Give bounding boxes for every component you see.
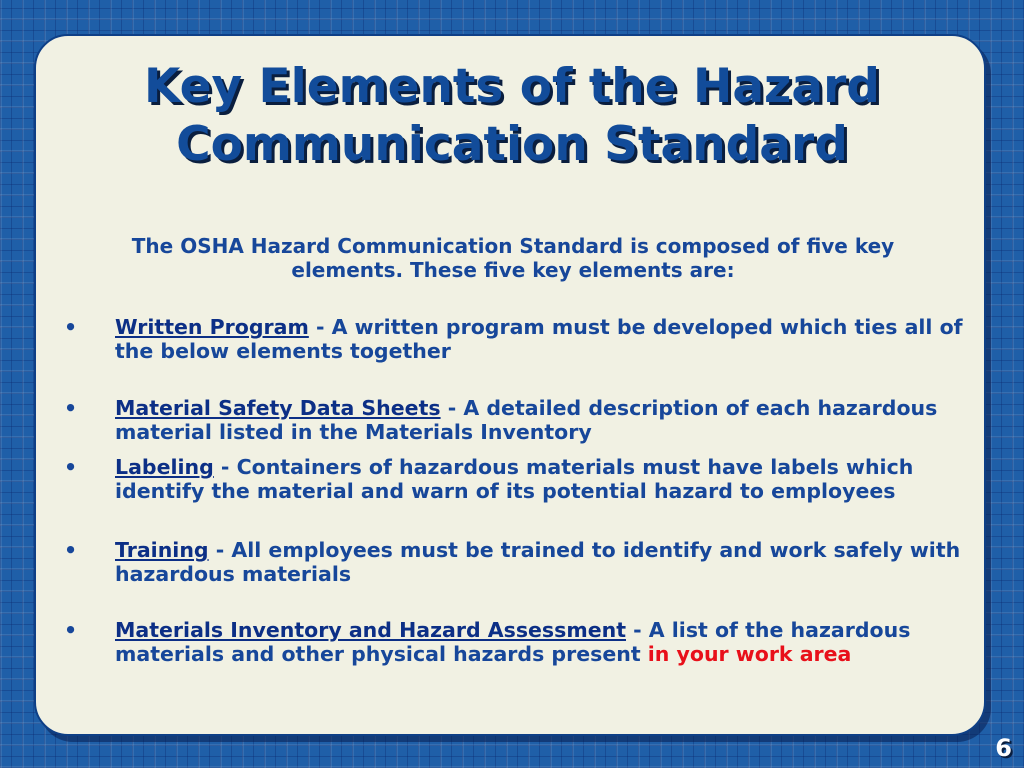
bullet-text — [115, 456, 969, 503]
term-link[interactable]: Material Safety Data Sheets — [115, 396, 441, 420]
bullet-description: - Containers of hazardous materials must have labels which identify the material and warn of its potential hazard to employees — [115, 455, 914, 503]
bullet-description: - All employees must be trained to identify and work safely with hazardous materials — [115, 538, 961, 586]
bullet-dot: • — [64, 618, 78, 642]
bullet-text — [115, 619, 969, 666]
term-link[interactable]: Labeling — [115, 455, 214, 479]
bullet-dot: • — [64, 315, 78, 339]
term-link[interactable]: Materials Inventory and Hazard Assessment — [115, 618, 626, 642]
page-number: 6 — [995, 734, 1012, 762]
bullet-description: - A list of the hazardous materials and other physical hazards present — [115, 618, 911, 666]
bullet-materials-inventory — [64, 619, 969, 666]
highlighted-phrase: in your work area — [647, 641, 852, 666]
bullet-dot: • — [64, 538, 78, 562]
intro-text: The OSHA Hazard Communication Standard is composed of five key elements. These five key elements are: — [131, 234, 895, 282]
term-link[interactable]: Written Program — [115, 315, 309, 339]
bullet-dot: • — [64, 455, 78, 479]
bullet-msds — [64, 397, 969, 444]
bullet-text — [115, 397, 969, 444]
bullet-description: - A detailed description of each hazardous material listed in the Materials Inventory — [115, 396, 938, 444]
term-link[interactable]: Training — [115, 538, 209, 562]
bullet-training — [64, 539, 969, 586]
bullet-written-program — [64, 316, 969, 363]
bullet-description: - A written program must be developed which ties all of the below elements together — [115, 315, 963, 363]
bullet-text — [115, 316, 969, 363]
slide-title: Key Elements of the Hazard Communication Standard — [144, 59, 880, 172]
bullet-labeling — [64, 456, 969, 503]
bullet-dot: • — [64, 396, 78, 420]
bullet-text — [115, 539, 969, 586]
